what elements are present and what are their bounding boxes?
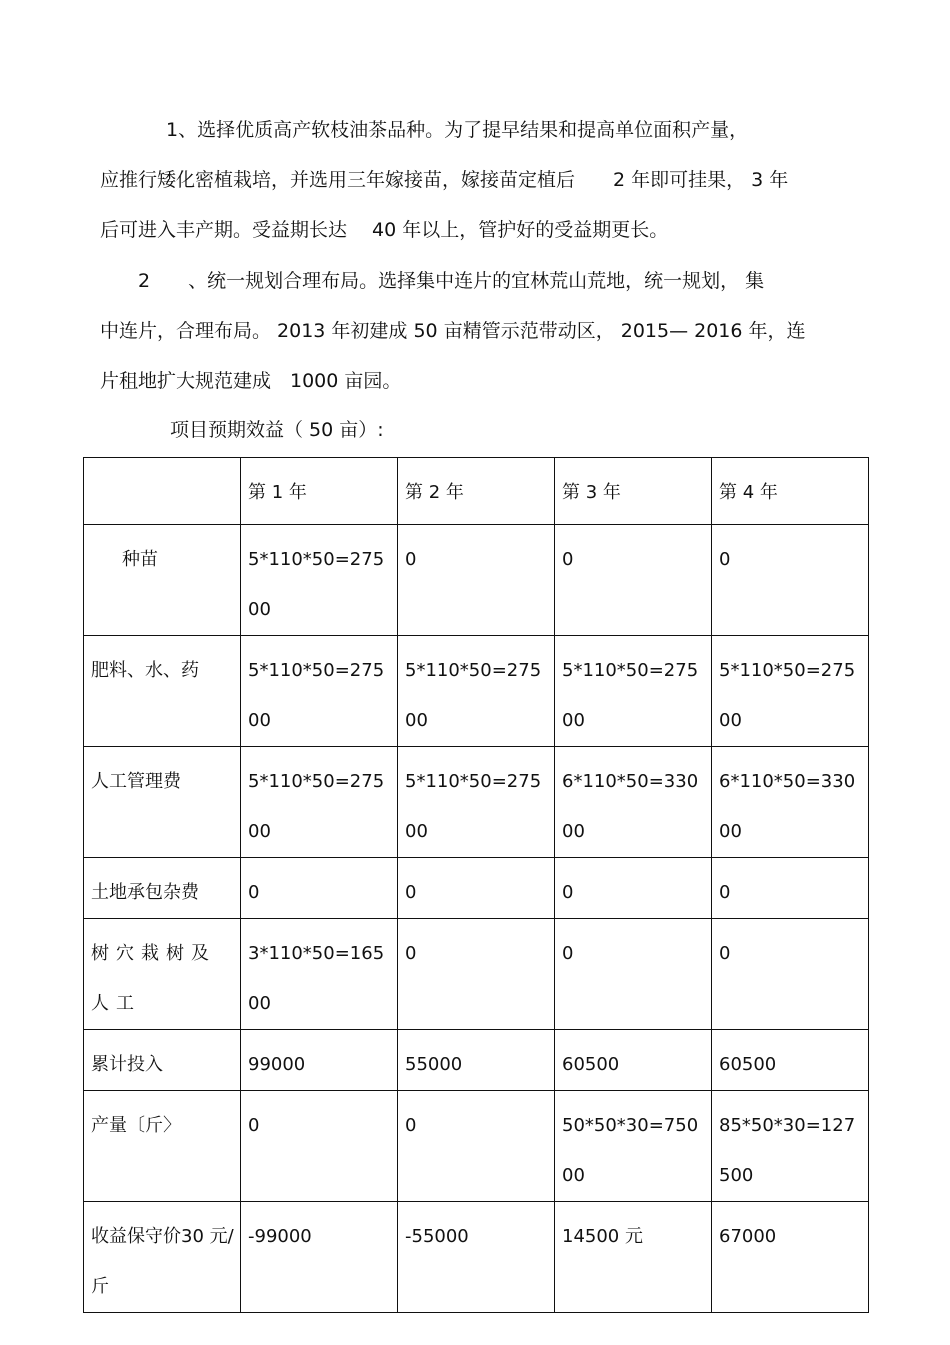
paragraph-2-line-2: 中连片，合理布局。 2013 年初建成 50 亩精管示范带动区， 2015— 2016 年，连 xyxy=(100,320,806,342)
benefit-table xyxy=(83,457,869,1313)
table-cell: 0 xyxy=(712,858,869,919)
row-label: 种苗 xyxy=(84,525,241,636)
table-row xyxy=(84,1091,869,1202)
table-cell: 50*50*30=75000 xyxy=(555,1091,712,1202)
table-cell: 85*50*30=127500 xyxy=(712,1091,869,1202)
table-cell: 5*110*50=27500 xyxy=(712,636,869,747)
table-cell: 5*110*50=27500 xyxy=(398,636,555,747)
table-cell: 0 xyxy=(555,525,712,636)
table-row xyxy=(84,636,869,747)
table-cell: 0 xyxy=(712,525,869,636)
header-cell-year-2: 第 2 年 xyxy=(398,458,555,525)
header-cell-year-1: 第 1 年 xyxy=(241,458,398,525)
table-cell: 99000 xyxy=(241,1030,398,1091)
row-label: 土地承包杂费 xyxy=(84,858,241,919)
paragraph-2-line-3: 片租地扩大规范建成 1000 亩园。 xyxy=(100,370,402,392)
table-row xyxy=(84,919,869,1030)
header-cell-empty xyxy=(84,458,241,525)
paragraph-2-line-1: 2 、统一规划合理布局。选择集中连片的宜林荒山荒地，统一规划， 集 xyxy=(138,270,765,292)
table-cell: 0 xyxy=(555,919,712,1030)
table-cell: 5*110*50=27500 xyxy=(241,636,398,747)
table-row xyxy=(84,858,869,919)
table-cell: 60500 xyxy=(712,1030,869,1091)
header-cell-year-4: 第 4 年 xyxy=(712,458,869,525)
row-label: 肥料、水、药 xyxy=(84,636,241,747)
table-cell: 0 xyxy=(555,858,712,919)
row-label: 树穴栽树及人工 xyxy=(84,919,241,1030)
table-cell: 0 xyxy=(398,525,555,636)
header-cell-year-3: 第 3 年 xyxy=(555,458,712,525)
table-cell: 55000 xyxy=(398,1030,555,1091)
paragraph-1-line-1: 1、选择优质高产软枝油茶品种。为了提早结果和提高单位面积产量， xyxy=(166,119,749,141)
table-cell: 5*110*50=27500 xyxy=(555,636,712,747)
table-cell: 6*110*50=33000 xyxy=(712,747,869,858)
table-row xyxy=(84,1030,869,1091)
table-cell: -99000 xyxy=(241,1202,398,1313)
table-cell: -55000 xyxy=(398,1202,555,1313)
table-cell: 5*110*50=27500 xyxy=(241,747,398,858)
paragraph-1 xyxy=(100,105,860,255)
row-label: 人工管理费 xyxy=(84,747,241,858)
table-header-row xyxy=(84,458,869,525)
table-cell: 0 xyxy=(398,919,555,1030)
row-label: 产量〔斤〉 xyxy=(84,1091,241,1202)
table-cell: 6*110*50=33000 xyxy=(555,747,712,858)
paragraph-2 xyxy=(100,256,860,406)
table-cell: 0 xyxy=(398,858,555,919)
table-cell: 0 xyxy=(241,1091,398,1202)
table-cell: 3*110*50=16500 xyxy=(241,919,398,1030)
table-cell: 0 xyxy=(712,919,869,1030)
paragraph-1-line-2: 应推行矮化密植栽培，并选用三年嫁接苗，嫁接苗定植后 2 年即可挂果， 3 年 xyxy=(100,169,789,191)
table-row xyxy=(84,525,869,636)
table-cell: 60500 xyxy=(555,1030,712,1091)
table-caption: 项目预期效益（ 50 亩）: xyxy=(170,419,384,441)
table-row xyxy=(84,1202,869,1313)
table-cell: 5*110*50=27500 xyxy=(241,525,398,636)
table-cell: 14500 元 xyxy=(555,1202,712,1313)
row-label: 收益保守价30 元/ 斤 xyxy=(84,1202,241,1313)
paragraph-1-line-3: 后可进入丰产期。受益期长达 40 年以上，管护好的受益期更长。 xyxy=(100,219,669,241)
table-cell: 0 xyxy=(241,858,398,919)
table-cell: 5*110*50=27500 xyxy=(398,747,555,858)
table-cell: 67000 xyxy=(712,1202,869,1313)
table-row xyxy=(84,747,869,858)
row-label: 累计投入 xyxy=(84,1030,241,1091)
table-cell: 0 xyxy=(398,1091,555,1202)
